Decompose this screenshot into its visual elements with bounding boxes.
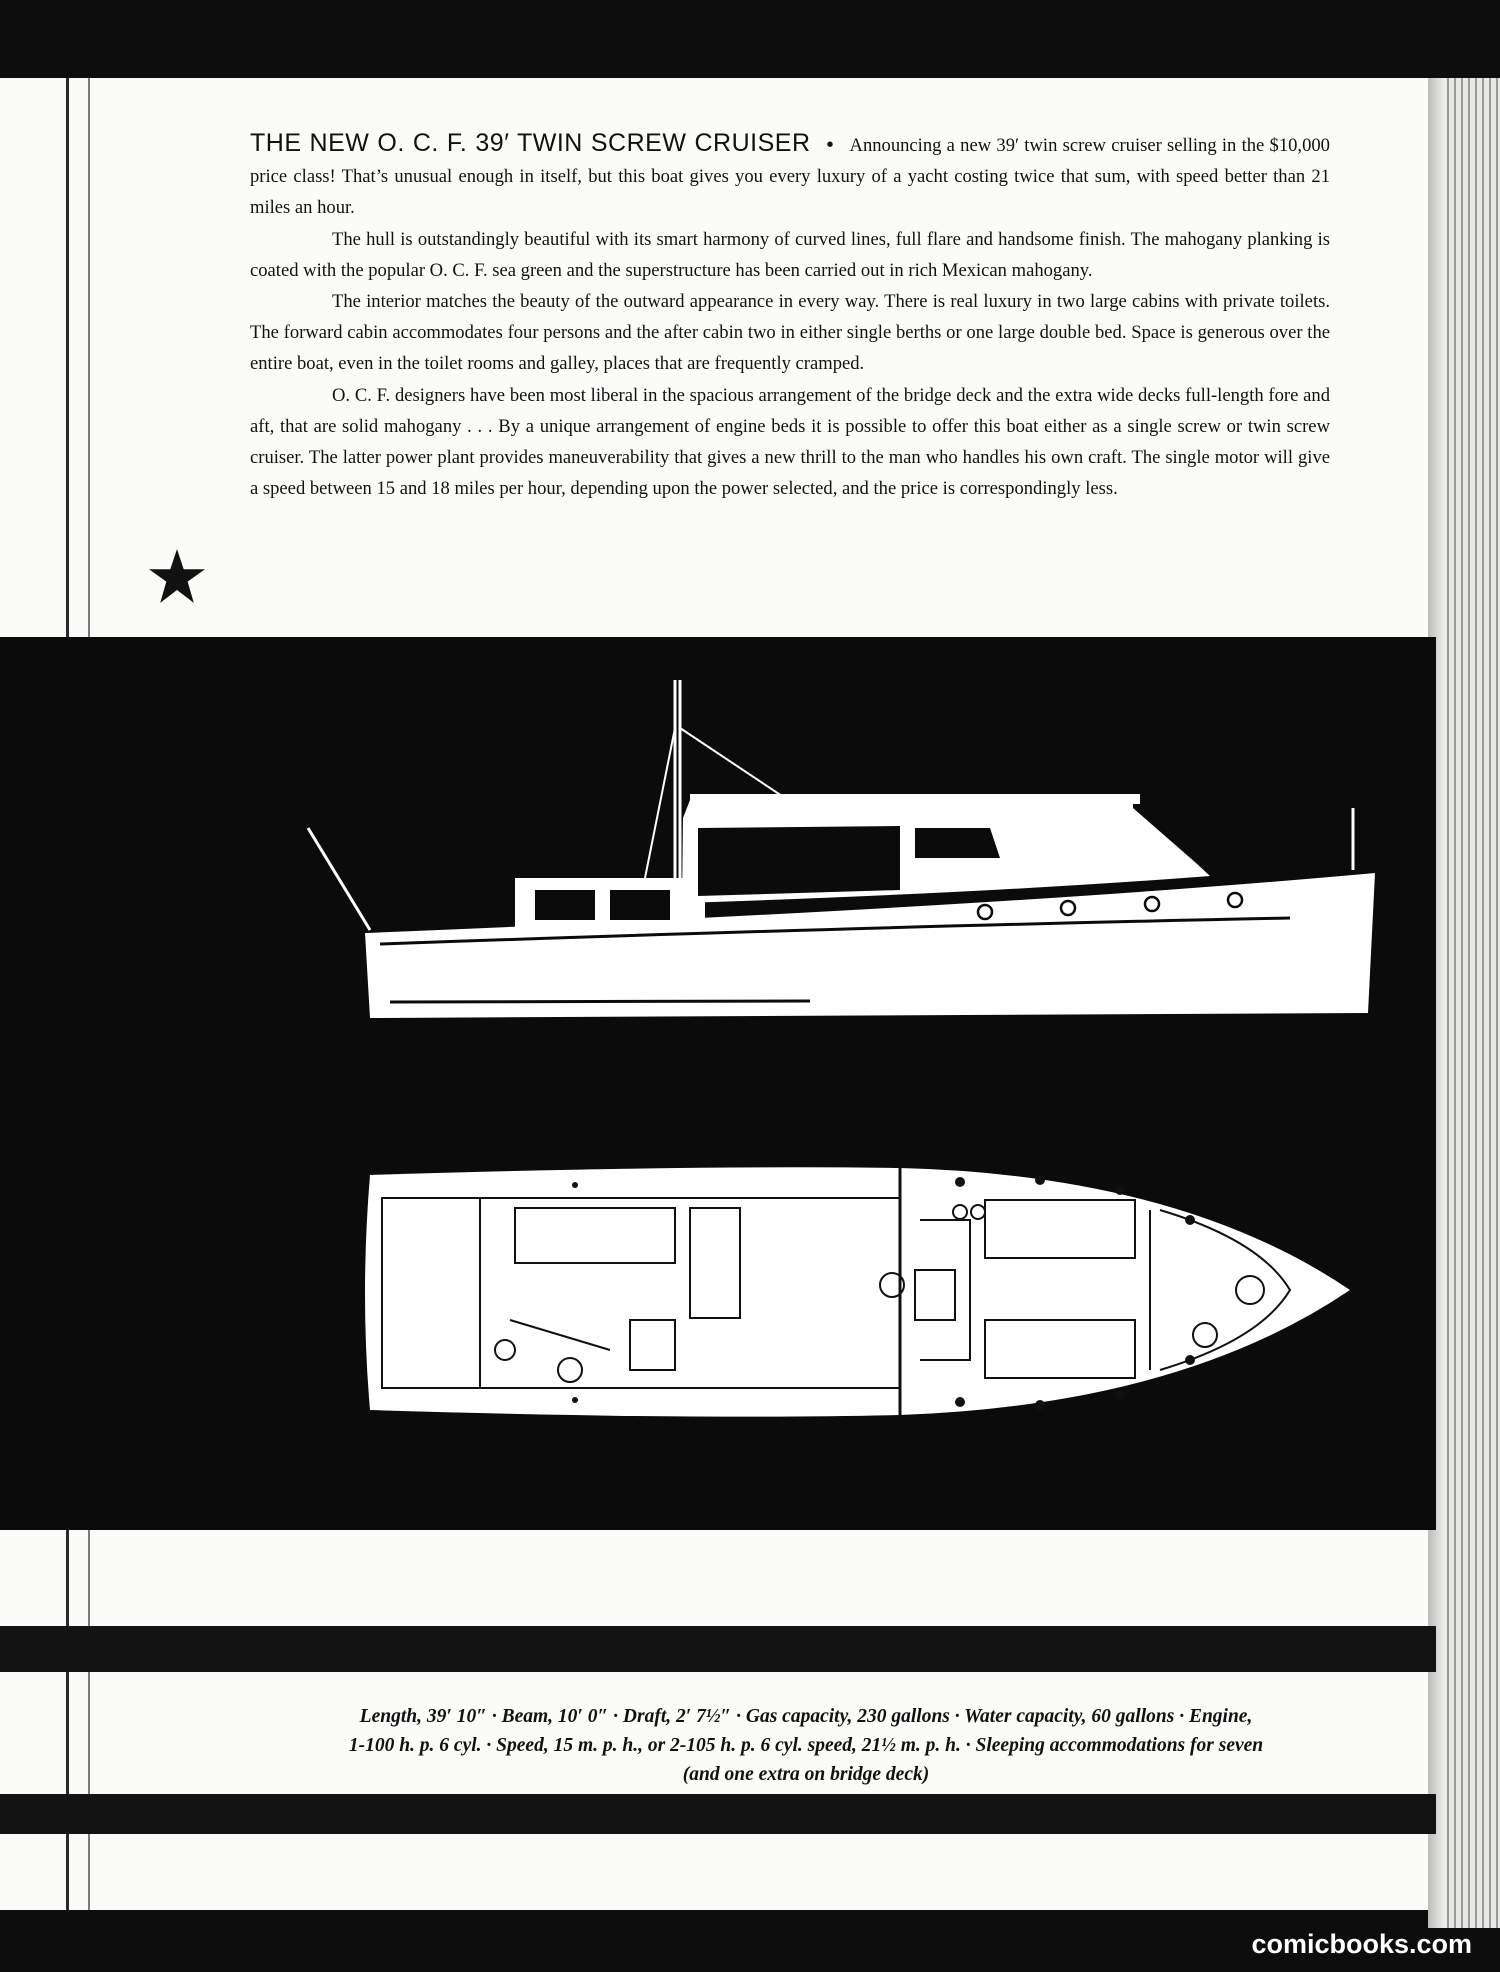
specs-line-1: Length, 39′ 10″ · Beam, 10′ 0″ · Draft, 2′ 7½″ · Gas capacity, 230 gallons · Water capacity, 60 gallons · Engine,	[359, 1706, 1253, 1727]
specifications	[262, 1702, 1350, 1789]
article-lead-paragraph	[250, 128, 1330, 224]
headline-title: 39′ TWIN SCREW CRUISER	[475, 129, 811, 157]
star-icon	[148, 548, 206, 604]
specs-line-3: (and one extra on bridge deck)	[682, 1764, 930, 1785]
paragraph-2: The hull is outstandingly beautiful with its smart harmony of curved lines, full flare and handsome finish. The mahogany planking is coated with the popular O. C. F. sea green and the superstructure has been carried out in rich Mexican mahogany.	[250, 228, 1330, 281]
decorative-stripe-top	[0, 1626, 1436, 1672]
headline-prefix: THE NEW	[250, 129, 370, 157]
headline-bullet: •	[826, 134, 834, 156]
paragraph-4: O. C. F. designers have been most liberal in the spacious arrangement of the bridge deck and the extra wide decks full-length fore and aft, that are solid mahogany . . . By a unique arrangement of engine beds it is possible to offer this boat either as a single screw or twin screw cruiser. The latter power plant provides maneuverability that gives a new thrill to the man who handles his own craft. The single motor will give a speed between 15 and 18 miles per hour, depending upon the power selected, and the price is correspondingly less.	[250, 384, 1330, 500]
decorative-stripe-bottom	[0, 1794, 1436, 1834]
watermark: comicbooks.com	[1251, 1929, 1472, 1959]
article-text	[250, 128, 1330, 504]
boat-deck-plan-illustration	[360, 1160, 1380, 1425]
boat-profile-illustration	[290, 668, 1380, 1023]
paragraph-1: Announcing a new 39′ twin screw cruiser selling in the $10,000 price class! That’s unusual enough in itself, but this boat gives you every luxury of a yacht costing twice that sum, with speed better than 21 miles an hour.	[250, 135, 1330, 219]
ocf-logo: O. C. F.	[377, 129, 468, 157]
specs-line-2: 1-100 h. p. 6 cyl. · Speed, 15 m. p. h., or 2-105 h. p. 6 cyl. speed, 21½ m. p. h. · Sleeping accommodations for seven	[348, 1735, 1264, 1756]
headline	[250, 129, 811, 157]
paragraph-3: The interior matches the beauty of the outward appearance in every way. There is real luxury in two large cabins with private toilets. The forward cabin accommodates four persons and the after cabin two in either single berths or one large double bed. Space is generous over the entire boat, even in the toilet rooms and galley, places that are frequently cramped.	[250, 291, 1330, 375]
